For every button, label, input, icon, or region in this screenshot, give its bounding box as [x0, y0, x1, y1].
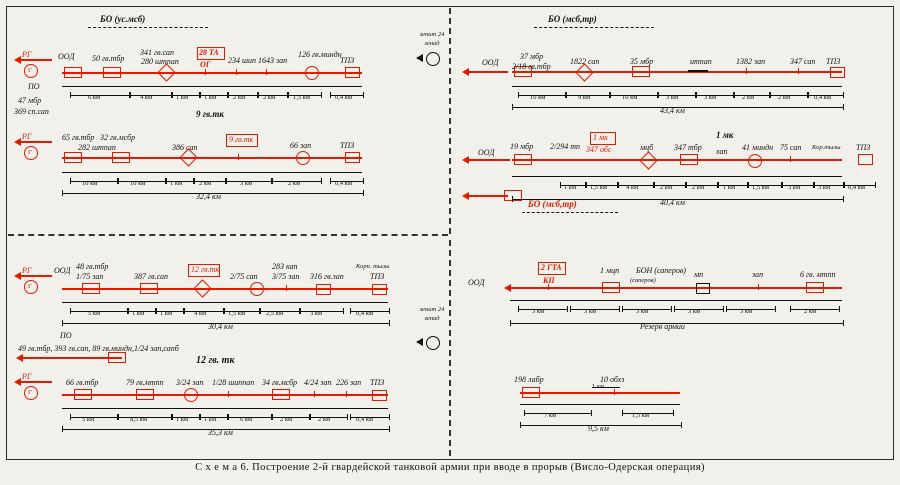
bl-r1-u10: ТПЗ: [370, 272, 385, 281]
tl-r2-g7: 0,4 км: [335, 180, 353, 187]
bl-r2-baseline: [62, 408, 388, 409]
tr-r1-ood: ООД: [482, 58, 499, 67]
tr-r2-u4: 347 обс: [586, 145, 612, 154]
tl-r1-g1: 6 км: [88, 94, 101, 101]
tr-r1-u7: 347 сап: [790, 57, 816, 66]
tr-r1-g8: 0,4 км: [814, 94, 832, 101]
bl-po-line: [22, 357, 122, 359]
tl-r2-g2: 10 км: [130, 180, 146, 187]
bl-r1-u6: 2/75 сап: [230, 272, 258, 281]
bl-r2-u4: 1/28 шиппап: [212, 378, 255, 387]
unit-sym-circle: [305, 66, 319, 80]
bl-r1-baseline: [62, 302, 388, 303]
tr-r2-ood: ООД: [478, 148, 495, 157]
tr-r1-g7: 2 км: [778, 94, 791, 101]
tl-r2-mainline: [62, 157, 362, 159]
unit-sym-square: [372, 390, 387, 401]
bl-r1-g6: 2,5 км: [266, 310, 284, 317]
bl-r2-g8: 0,4 км: [356, 416, 374, 423]
bl-r2-u2: 79 гв.мтпп: [126, 378, 164, 387]
center-circle-top: [426, 52, 440, 66]
unit-sym-rhomb: [680, 154, 698, 165]
br-r2-u2: 10 обхз: [600, 375, 625, 384]
tr-r2-mainline: [468, 159, 510, 161]
unit-sym-tick: [790, 156, 791, 162]
unit-sym-circle: [250, 282, 264, 296]
unit-sym-rhomb: [64, 152, 82, 163]
tr-r2-u6: 347 тбр: [674, 143, 702, 152]
tl-r1-po-unit1: 47 мбр: [18, 96, 42, 105]
tl-r1-po-unit2: 369 сп.сап: [14, 107, 49, 116]
bl-r2-u6: 4/24 зап: [304, 378, 332, 387]
bl-r1-total: 30,4 км: [208, 322, 233, 331]
unit-sym-rhomb: [108, 352, 126, 363]
tr-r1-g3: 10 км: [622, 94, 638, 101]
rg-line-1: [20, 59, 52, 61]
tl-r2-baseline: [62, 172, 362, 173]
bl-r1-u3: 387 гв.сап: [134, 272, 168, 281]
unit-sym-square-black: [696, 283, 710, 294]
tr-r1-u3: 1822 сап: [570, 57, 600, 66]
tl-r1-po: ПО: [28, 82, 40, 91]
bl-r1-g2: 1 км: [132, 310, 145, 317]
unit-sym-square: [345, 67, 360, 78]
tl-r1-rg-label: РГ: [22, 50, 32, 59]
tr-r1-u8: ТПЗ: [826, 57, 841, 66]
unit-sym-rhomb: [64, 67, 82, 78]
bl-r1-g3: 1 км: [160, 310, 173, 317]
tr-r1-u4: 35 мбр: [630, 57, 654, 66]
br-r2-total: 9,5 км: [588, 424, 609, 433]
tr-r2-u9: 75 сап: [780, 143, 802, 152]
tr-r2-u11: ТПЗ: [856, 143, 871, 152]
tl-title: БО (ус.мсб): [100, 14, 146, 24]
unit-sym-tick: [238, 154, 239, 160]
tr-r2-u1: 19 мбр: [510, 142, 534, 151]
center-circle-bottom: [426, 336, 440, 350]
unit-sym-tick: [346, 391, 347, 397]
tr-r1-u2: 2/18 гв.тбр: [512, 62, 551, 71]
br-r1-u1: 2 ГТА: [541, 263, 562, 272]
figure-caption: С х е м а 6. Построение 2-й гвардейской танковой армии при вводе в прорыв (Висло-Одерская операция): [195, 462, 705, 473]
tl-r1-ood: ООД: [58, 52, 75, 61]
unit-sym-tick: [548, 284, 549, 290]
tr-r2-g4: 2 км: [660, 184, 673, 191]
tl-r1-u5: ОГ: [200, 60, 211, 69]
tl-title-bracket: [88, 27, 208, 28]
unit-sym-rhomb: [74, 389, 92, 400]
tr-r1-u5: итпап: [690, 57, 712, 66]
unit-sym-square: [372, 284, 387, 295]
tl-r1-g7: 1,5 км: [293, 94, 311, 101]
bl-r1-ood: ООД: [54, 266, 71, 275]
tr-r2-mainline2: [512, 159, 842, 161]
tr-r1-g2: 9 км: [578, 94, 591, 101]
tl-r1-g4: 1 км: [204, 94, 217, 101]
unit-sym-tick: [798, 68, 799, 74]
rg-circle-letter-1: Г: [28, 67, 32, 74]
bl-rg-line-2: [20, 381, 52, 383]
bl-r1-g5: 1,5 км: [228, 310, 246, 317]
tl-r1-u3: 280 штпап: [141, 57, 179, 66]
tr-r2-mk-label: 1 мк: [716, 130, 734, 140]
tr-r1-g5: 3 км: [704, 94, 717, 101]
tr-r1-baseline: [512, 86, 842, 87]
vertical-divider: [449, 8, 451, 234]
bl-r1-g8: 0,4 км: [356, 310, 374, 317]
tl-r1-g6: 2 км: [263, 94, 276, 101]
tl-r2-g3: 1 км: [170, 180, 183, 187]
br-r1-g4: 3 км: [688, 308, 701, 315]
br-r2-g3: 1,5 км: [632, 412, 650, 419]
tl-r2-g4: 2 км: [199, 180, 212, 187]
bl-r2-u7: 226 зап: [336, 378, 362, 387]
tr-footer-bracket: [522, 212, 618, 213]
unit-sym-tick: [758, 284, 759, 290]
bl-r2-u5: 34 гв.мсбр: [262, 378, 298, 387]
tl-r1-u7: 1643 зап: [258, 56, 288, 65]
tl-r2-u6: 66 зап: [290, 141, 312, 150]
bl-r2-g5: 6 км: [240, 416, 253, 423]
unit-sym-square: [858, 154, 873, 165]
tr-r2-g7: 1,5 км: [752, 184, 770, 191]
tr-title-bracket: [534, 27, 654, 28]
bl-r2-g6: 2 км: [280, 416, 293, 423]
bl-rg-letter-1: Г: [28, 283, 32, 290]
tr-r2-g5: 2 км: [692, 184, 705, 191]
center-arrow-bottom: [416, 338, 423, 346]
bl-r2-g7: 2 км: [318, 416, 331, 423]
bl-r2-u1: 66 гв.тбр: [66, 378, 99, 387]
tr-r2-g2: 1,5 км: [590, 184, 608, 191]
bl-r1-u5: 283 кап: [272, 262, 298, 271]
tr-r2-u2: 2/294 тп: [550, 142, 580, 151]
bl-rg-letter-2: Г: [28, 389, 32, 396]
br-r1-u4b: (саперов): [630, 277, 656, 284]
bl-r1-u8: 316 гв.зап: [310, 272, 344, 281]
tl-r1-g3: 1 км: [176, 94, 189, 101]
br-r1-g1: 3 км: [532, 308, 545, 315]
br-r2-baseline: [520, 404, 680, 405]
tl-r1-u2: 341 гв.сап: [140, 48, 174, 57]
tr-r1-g4: 3 км: [666, 94, 679, 101]
tr-r2-footer: БО (мсб,тр): [528, 199, 577, 209]
bl-r2-rg: РГ: [22, 372, 32, 381]
bl-r2-g1: 5 км: [82, 416, 95, 423]
tr-r2-u5: мцб: [640, 143, 654, 152]
tr-r2-u7: хап: [716, 147, 728, 156]
br-r1-g3: 3 км: [636, 308, 649, 315]
center-note-top: зенит 24 зенад: [419, 31, 445, 47]
bl-r2-mainline: [62, 394, 388, 396]
center-note-bottom: зенит 24 зенад: [419, 306, 445, 322]
bl-r1-u1: 48 гв.тбр: [76, 262, 109, 271]
br-r1-u7: 6 гв. мтпп: [800, 270, 836, 279]
tl-r1-u8a: 126 гв.миндн: [298, 50, 342, 59]
tr-title: БО (мсб,тр): [548, 14, 597, 24]
tr-r2-g9: 3 км: [818, 184, 831, 191]
br-r1-reserve-label: Резерв армии: [640, 322, 685, 331]
unit-sym-tick: [286, 285, 287, 291]
tl-r2-u1: 65 гв.тбр: [62, 133, 95, 142]
tr-r2-u8: 41 миндн: [742, 143, 774, 152]
br-r2-u1: 198 лабр: [514, 375, 544, 384]
tl-r2-total: 32,4 км: [196, 192, 221, 201]
unit-sym-tick: [236, 69, 237, 75]
unit-sym-circle: [748, 154, 762, 168]
unit-sym-rhomb: [522, 387, 540, 398]
br-r1-u3: 1 мцп: [600, 266, 620, 275]
tl-r1-g5: 2 км: [233, 94, 246, 101]
bl-r1-mainline: [62, 288, 388, 290]
tl-r1-g8: 0,4 км: [335, 94, 353, 101]
tr-r1-g6: 2 км: [742, 94, 755, 101]
bl-r1-rg: РГ: [22, 266, 32, 275]
tl-r2-g1: 10 км: [82, 180, 98, 187]
tr-r1-mainline2: [512, 71, 842, 73]
bl-rg-line-1: [20, 275, 52, 277]
bl-po-arrow: [16, 354, 23, 362]
bl-r1-g7: 3 км: [310, 310, 323, 317]
tl-r1-u1: 50 гв.тбр: [92, 54, 125, 63]
bl-r2-u3: 3/24 зап: [176, 378, 204, 387]
br-r1-u4: БОН (саперов): [636, 266, 686, 275]
br-r1-baseline: [510, 300, 842, 301]
tl-r2-u4: 386 сап: [172, 143, 198, 152]
bl-po-units: 49 гв.тбр, 393 гв.сап, 89 гв.миндн,1/24 зап,сапб: [18, 344, 179, 353]
rg-line-2: [20, 141, 52, 143]
tr-r2-g8: 3 км: [788, 184, 801, 191]
br-r1-mainline: [510, 287, 842, 289]
tl-r2-u7: ТПЗ: [340, 141, 355, 150]
tl-r2-rg-label: РГ: [22, 132, 32, 141]
rg-circle-letter-2: Г: [28, 149, 32, 156]
tr-r2-baseline: [512, 176, 842, 177]
horizontal-divider: [8, 234, 448, 236]
unit-sym-rhomb: [602, 282, 620, 293]
tl-r1-u9: ТПЗ: [340, 56, 355, 65]
tl-r1-g2: 4 км: [140, 94, 153, 101]
unit-sym-circle: [296, 151, 310, 165]
br-r2-g1: 7 км: [544, 412, 557, 419]
bl-po-label: ПО: [60, 331, 72, 340]
tl-r1-baseline: [62, 86, 362, 87]
tl-r1-u6: 234 шип: [228, 56, 257, 65]
tr-r1-u6: 1382 зап: [736, 57, 766, 66]
unit-sym-tick: [266, 69, 267, 75]
tr-r2-u3: 1 мк: [593, 133, 608, 142]
tr-r2-g1: 1 км: [564, 184, 577, 191]
unit-sym-circle: [184, 388, 198, 402]
tr-r2-footer-line: [468, 195, 508, 197]
unit-sym-square: [830, 67, 845, 78]
unit-sym-square: [316, 284, 331, 295]
unit-sym-square: [345, 152, 360, 163]
bl-r1-g1: 5 км: [88, 310, 101, 317]
bl-r2-total: 35,3 км: [208, 428, 233, 437]
br-r2-mainline: [520, 392, 680, 394]
unit-sym-rhomb: [82, 283, 100, 294]
unit-sym-bar: [688, 70, 708, 72]
tl-r2-u3: 282 штпап: [78, 143, 116, 152]
tl-r1-u4: 28 ТА: [199, 48, 219, 57]
unit-sym-tick: [228, 391, 229, 397]
measure: [524, 410, 592, 416]
unit-sym-rhomb: [136, 389, 154, 400]
tr-r2-total: 40,4 км: [660, 198, 685, 207]
bl-r1-u9: Корп. тылы: [356, 263, 390, 270]
unit-sym-rhomb: [140, 283, 158, 294]
br-r1-g2: 3 км: [584, 308, 597, 315]
tr-r1-total: 43,4 км: [660, 106, 685, 115]
unit-sym-rhomb: [632, 66, 650, 77]
unit-sym-rhomb: [806, 282, 824, 293]
tl-r2-g5: 3 км: [240, 180, 253, 187]
br-r1-u5: мп: [694, 270, 704, 279]
bl-r1-g4: 4 км: [194, 310, 207, 317]
tr-r2-g3: 4 км: [626, 184, 639, 191]
vertical-divider-lower: [449, 240, 451, 456]
bl-r1-u2: 1/75 зап: [76, 272, 104, 281]
tr-r2-g6: 1 км: [723, 184, 736, 191]
tr-r2-u10: Кор.тылы: [812, 144, 841, 151]
tr-r2-g10: 0,4 км: [848, 184, 866, 191]
tr-r1-mainline: [468, 71, 508, 73]
tl-r2-g6: 2 км: [288, 180, 301, 187]
bl-r2-g2: 8,5 км: [130, 416, 148, 423]
br-r1-ood: ООД: [468, 278, 485, 287]
bl-r1-u4: 12 гв.тк: [191, 265, 220, 274]
tr-r1-g1: 10 км: [530, 94, 546, 101]
br-r1-u6: зап: [752, 270, 764, 279]
br-r2-g2: 1 км: [592, 383, 605, 390]
br-r1-g5: 3 км: [740, 308, 753, 315]
unit-sym-tick: [205, 69, 206, 75]
tl-r1-total: 9 гв.тк: [196, 109, 224, 119]
unit-sym-tick: [746, 68, 747, 74]
bl-r2-g3: 1 км: [176, 416, 189, 423]
unit-sym-rhomb: [272, 389, 290, 400]
unit-sym-rhomb: [103, 67, 121, 78]
br-r1-u2: КП: [543, 276, 555, 285]
bl-r2-g4: 1 км: [204, 416, 217, 423]
tl-r2-u5: 9 гв.тк: [229, 135, 254, 144]
bl-r2-u8: ТПЗ: [370, 378, 385, 387]
bl-r1-u7: 3/75 зап: [272, 272, 300, 281]
tl-r2-u2: 32 гв.мсбр: [100, 133, 136, 142]
tr-r1-u1: 37 мбр: [520, 52, 544, 61]
br-r1-g6: 2 км: [804, 308, 817, 315]
unit-sym-tick: [314, 391, 315, 397]
bl-r2-header: 12 гв. тк: [196, 355, 235, 366]
unit-sym-rhomb: [112, 152, 130, 163]
unit-sym-rhomb: [514, 154, 532, 165]
center-arrow-top: [416, 54, 423, 62]
